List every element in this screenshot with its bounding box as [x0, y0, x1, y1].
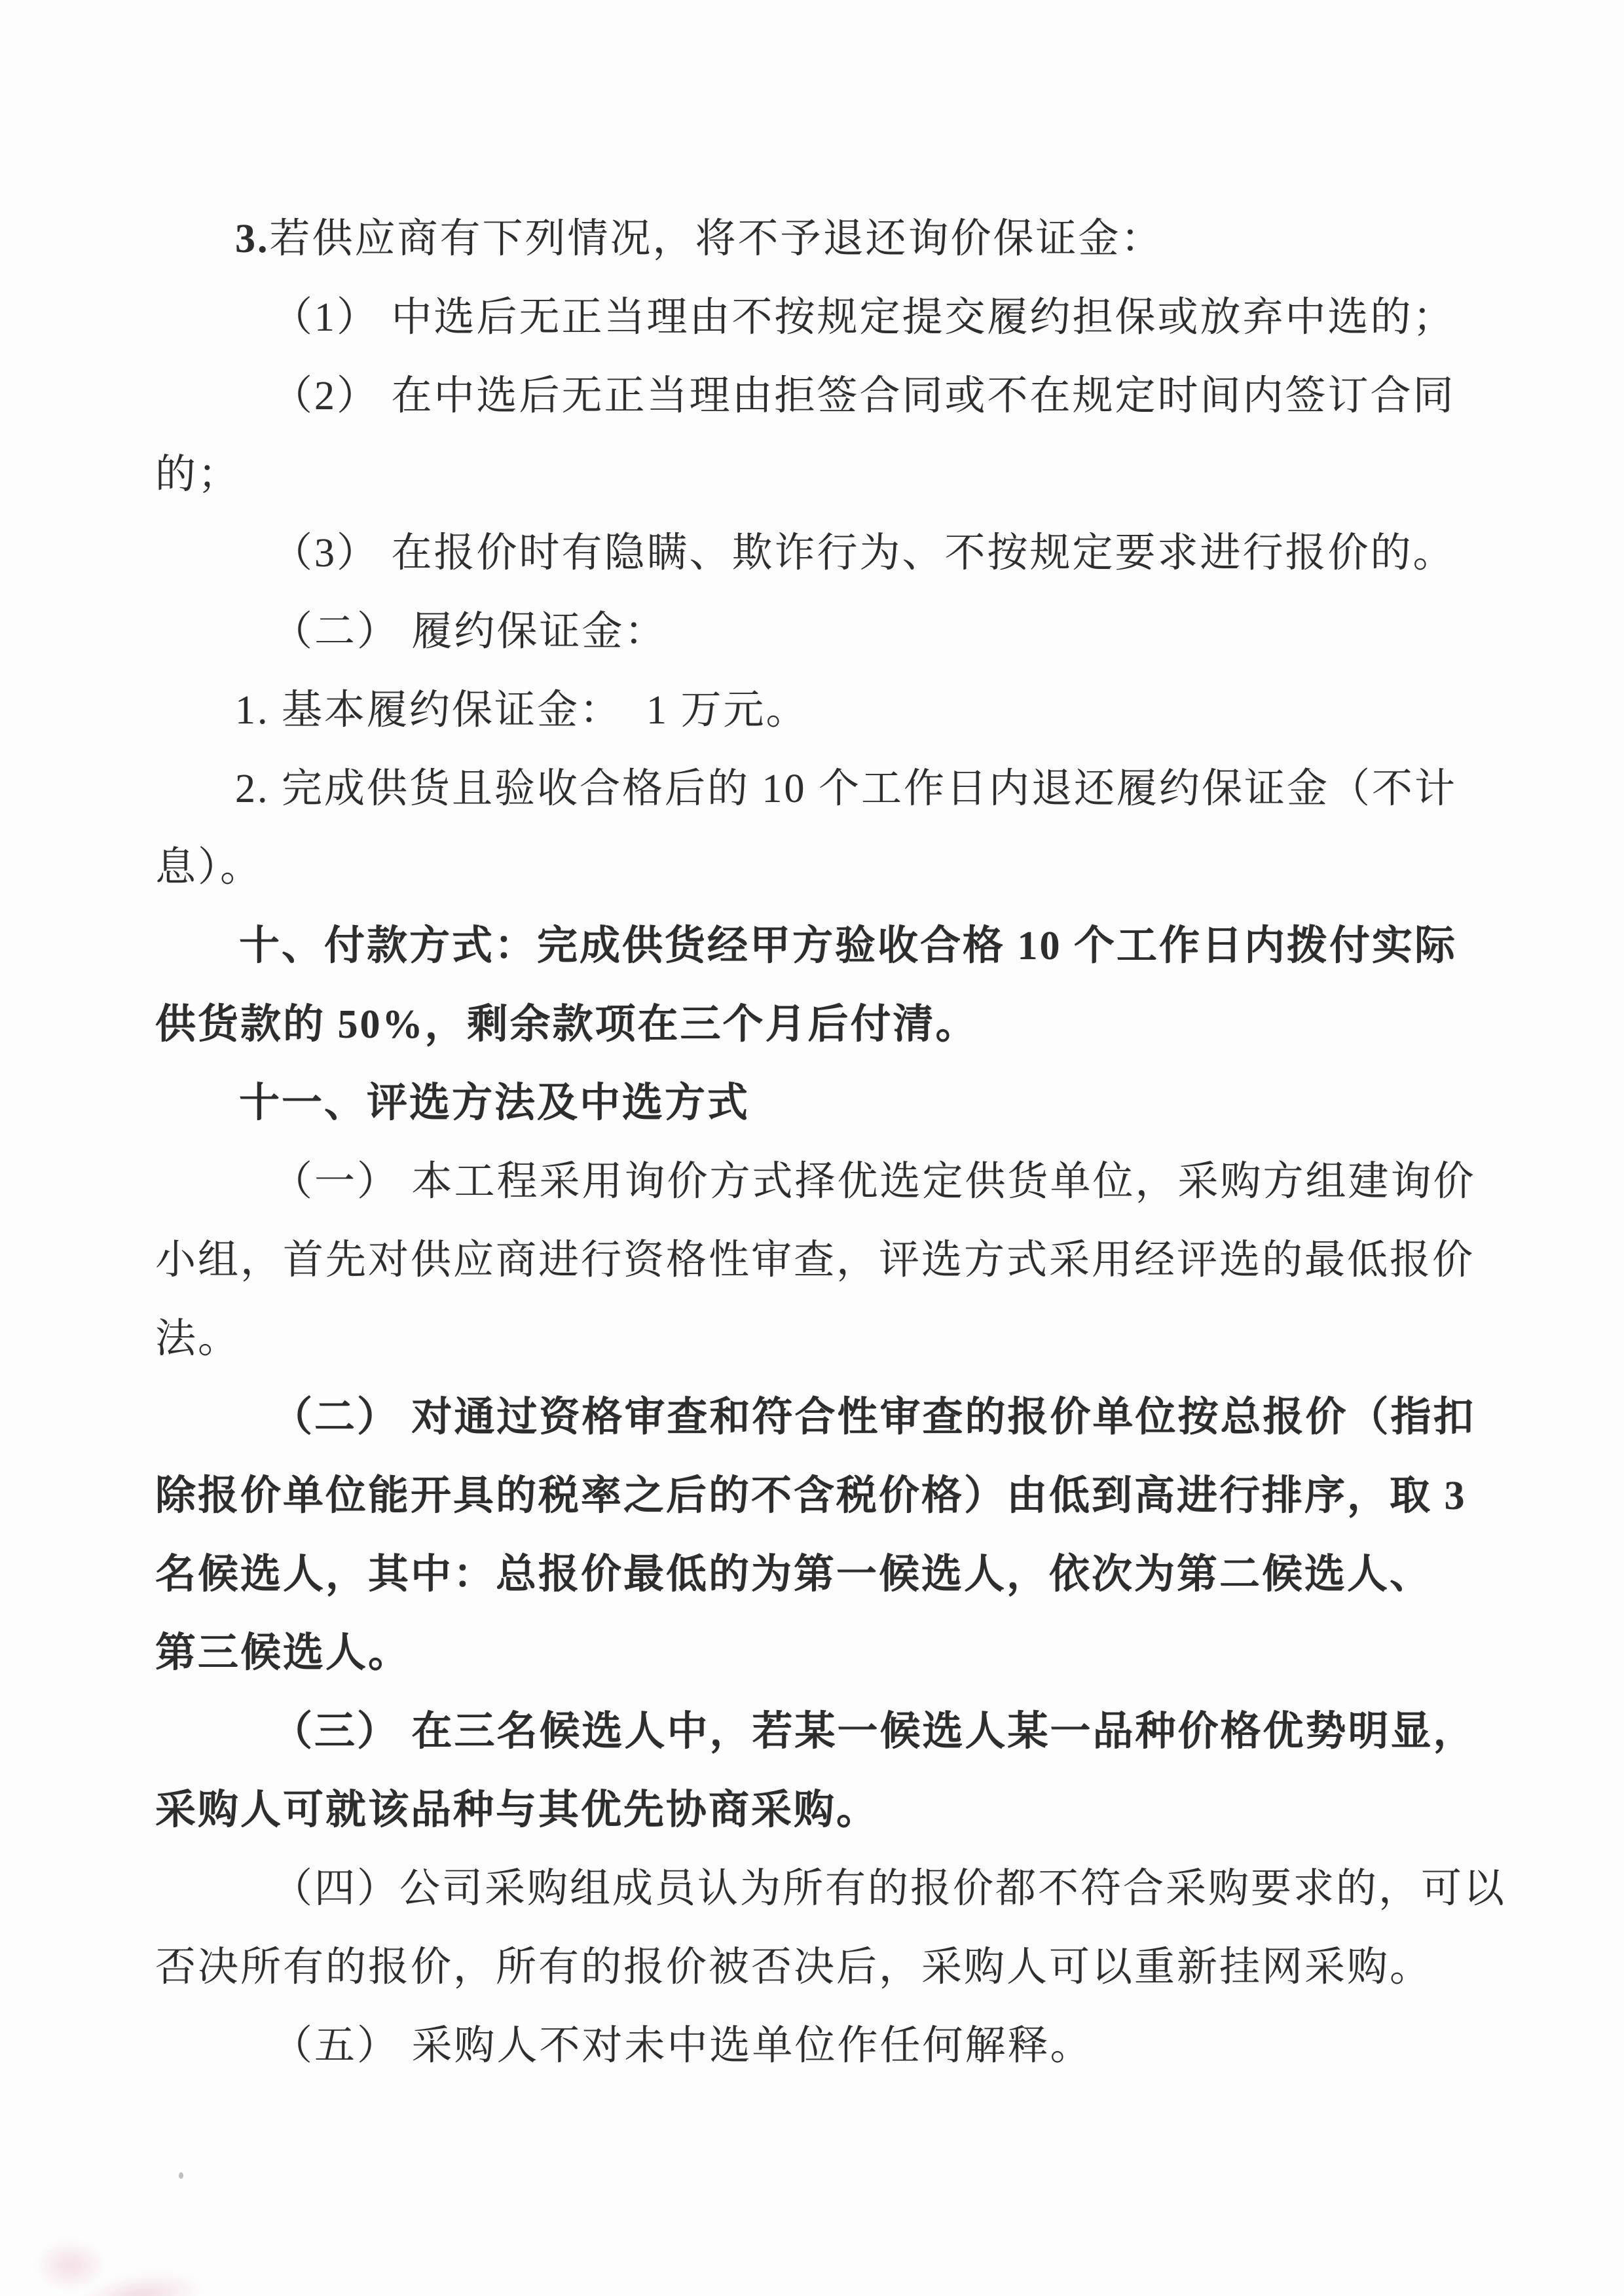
text-run: 十一、评选方法及中选方式 [239, 1080, 750, 1125]
text-line [155, 592, 1624, 671]
scan-smudge [76, 2265, 206, 2296]
text-line [155, 1457, 1624, 1535]
text-run: 小组，首先对供应商进行资格性审查，评选方式采用经评选的最低报价 [155, 1238, 1475, 1283]
text-run: 否决所有的报价，所有的报价被否决后，采购人可以重新挂网采购。 [155, 1945, 1433, 1990]
text-run: 名候选人，其中：总报价最低的为第一候选人，依次为第二候选人、 [155, 1552, 1433, 1597]
text-run: 的； [155, 452, 241, 497]
text-line [155, 514, 1624, 592]
text-run: （二） 履约保证金： [272, 610, 667, 654]
text-run: （五） 采购人不对未中选单位作任何解释。 [272, 2024, 1093, 2068]
text-run: 除报价单位能开具的税率之后的不含税价格）由低到高进行排序，取 3 [155, 1474, 1467, 1518]
text-line [155, 1692, 1624, 1771]
text-line [155, 985, 1624, 1064]
text-run: （四）公司采购组成员认为所有的报价都不符合采购要求的，可以 [272, 1867, 1507, 1911]
text-line [155, 435, 1624, 514]
text-line [155, 1064, 1624, 1142]
text-line [155, 1535, 1624, 1614]
text-run: 3. [235, 217, 270, 261]
text-line [155, 200, 1624, 278]
text-line [155, 278, 1624, 357]
text-line [155, 357, 1624, 435]
text-run: 第三候选人。 [155, 1631, 411, 1675]
text-run: （1） 中选后无正当理由不按规定提交履约担保或放弃中选的； [272, 295, 1456, 340]
text-run: 息）。 [155, 845, 263, 890]
text-line [155, 1771, 1624, 1850]
text-run: （一） 本工程采用询价方式择优选定供货单位，采购方组建询价 [272, 1159, 1476, 1204]
text-line [155, 1142, 1624, 1221]
text-run: 供货款的 50%，剩余款项在三个月后付清。 [155, 1002, 978, 1047]
text-run: 十、付款方式： [239, 923, 538, 968]
text-run: （2） 在中选后无正当理由拒签合同或不在规定时间内签订合同 [272, 374, 1456, 418]
text-line [155, 671, 1624, 750]
text-run: 1. 基本履约保证金： 1 万元。 [235, 688, 809, 733]
text-line [155, 1928, 1624, 2007]
text-line [155, 750, 1624, 828]
text-line [155, 2007, 1624, 2085]
text-run: 完成供货经甲方验收合格 10 个工作日内拨付实际 [537, 924, 1458, 968]
scan-speck [179, 2172, 183, 2179]
text-line [155, 1378, 1624, 1457]
text-run: 法。 [155, 1317, 241, 1361]
text-run: （三） 在三名候选人中，若某一候选人某一品种价格优势明显， [272, 1709, 1476, 1754]
text-line [155, 1614, 1624, 1692]
text-run: （二） 对通过资格审查和符合性审查的报价单位按总报价（指扣 [272, 1395, 1476, 1440]
scan-smudge [34, 2239, 106, 2291]
text-line [155, 907, 1624, 985]
text-run: 若供应商有下列情况，将不予退还询价保证金： [269, 217, 1164, 261]
text-line [155, 828, 1624, 907]
text-run: 采购人可就该品种与其优先协商采购。 [155, 1788, 879, 1832]
text-line [155, 1300, 1624, 1378]
text-run: 2. 完成供货且验收合格后的 10 个工作日内退还履约保证金（不计 [235, 767, 1458, 811]
text-run: （3） 在报价时有隐瞒、欺诈行为、不按规定要求进行报价的。 [272, 531, 1456, 575]
document-body [155, 200, 1624, 2085]
text-line [155, 1221, 1624, 1300]
text-line [155, 1850, 1624, 1928]
